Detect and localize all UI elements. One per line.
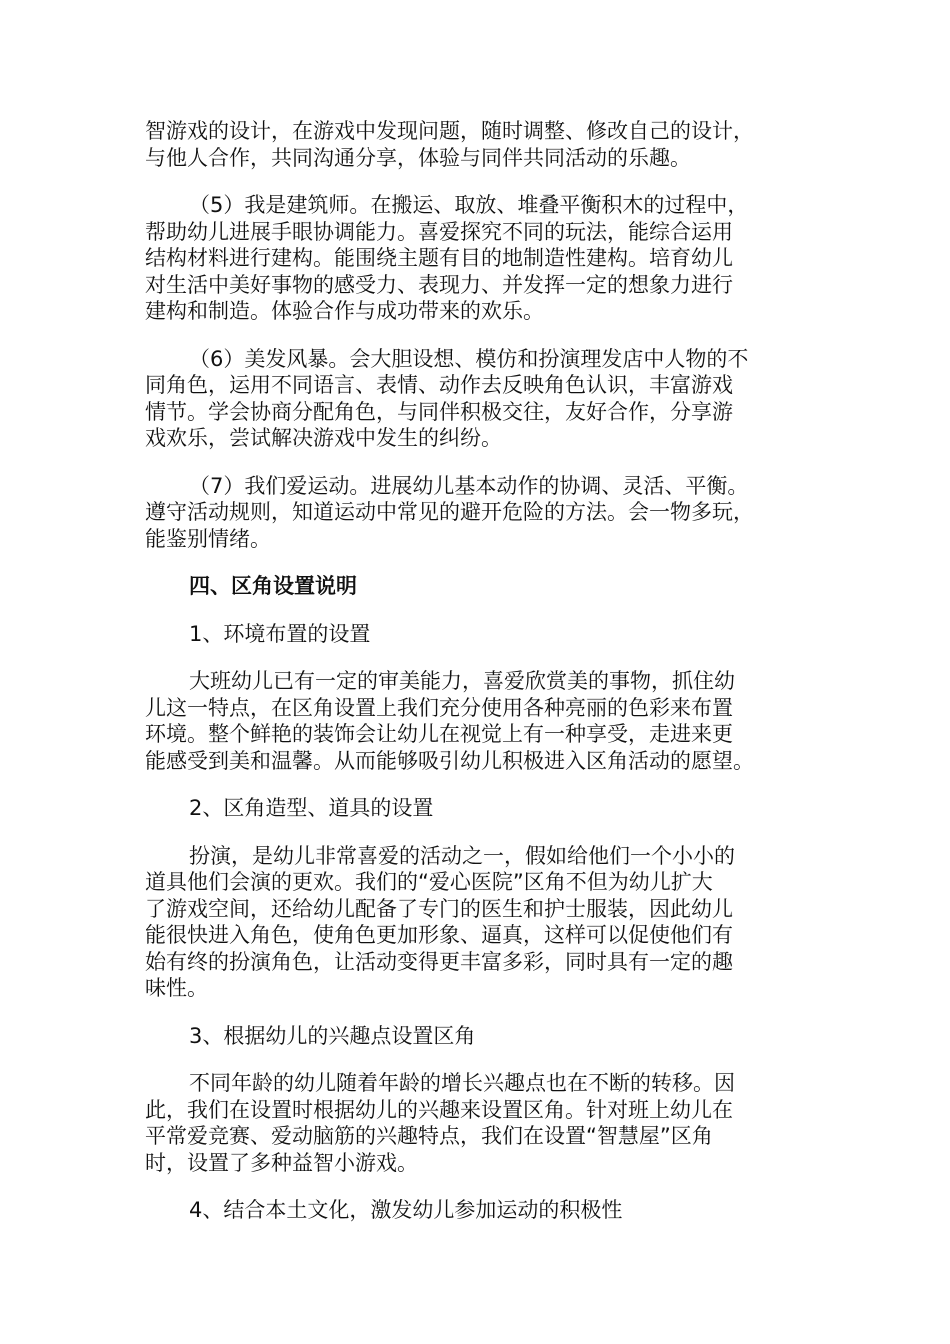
text-line: 扮演，是幼儿非常喜爱的活动之一，假如给他们一个小小的	[189, 843, 735, 868]
text-line: 能很快进入角色，使角色更加形象、逼真，这样可以促使他们有	[145, 923, 733, 947]
text-line: 4、结合本土文化，激发幼儿参加运动的积极性	[189, 1198, 623, 1222]
text-line: 时，设置了多种益智小游戏。	[145, 1150, 418, 1175]
text-line: 环境。整个鲜艳的装饰会让幼儿在视觉上有一种享受，走进来更	[145, 722, 733, 746]
text-line: （6）美发风暴。会大胆设想、模仿和扮演理发店中人物的不	[189, 346, 749, 371]
text-line: 始有终的扮演角色，让活动变得更丰富多彩，同时具有一定的趣	[145, 949, 733, 974]
paragraph	[145, 1070, 785, 1176]
text-line: 儿这一特点，在区角设置上我们充分使用各种亮丽的色彩来布置	[145, 695, 733, 720]
text-line: 同角色，运用不同语言、表情、动作去反映角色认识，丰富游戏	[145, 373, 733, 397]
text-line: 道具他们会演的更欢。我们的“爱心医院”区角不但为幼儿扩大	[145, 870, 713, 894]
text-line: 与他人合作，共同沟通分享，体验与同伴共同活动的乐趣。	[145, 145, 691, 170]
text-line: 情节。学会协商分配角色，与同伴积极交往，友好合作，分享游	[145, 399, 733, 424]
paragraph	[145, 118, 785, 171]
paragraph	[145, 668, 785, 774]
text-line: 3、根据幼儿的兴趣点设置区角	[189, 1023, 476, 1048]
section-heading	[145, 573, 785, 600]
text-line: 此，我们在设置时根据幼儿的兴趣来设置区角。针对班上幼儿在	[145, 1097, 733, 1122]
text-line: 帮助幼儿进展手眼协调能力。喜爱探究不同的玩法，能综合运用	[145, 219, 733, 244]
text-line: 2、区角造型、道具的设置	[189, 796, 434, 820]
text-line: 智游戏的设计，在游戏中发现问题，随时调整、修改自己的设计，	[145, 119, 754, 143]
text-line: 平常爱竞赛、爱动脑筋的兴趣特点，我们在设置“智慧屋”区角	[145, 1124, 713, 1148]
paragraph	[145, 473, 785, 553]
text-line: 戏欢乐，尝试解决游戏中发生的纠纷。	[145, 426, 502, 450]
document-page	[145, 118, 785, 1245]
text-line: 能鉴别情绪。	[145, 526, 271, 551]
paragraph	[145, 1023, 785, 1050]
text-line: 建构和制造。体验合作与成功带来的欢乐。	[145, 299, 544, 323]
paragraph	[145, 621, 785, 648]
paragraph	[145, 192, 785, 325]
paragraph	[145, 843, 785, 1002]
text-line: （7）我们爱运动。进展幼儿基本动作的协调、灵活、平衡。	[189, 473, 749, 498]
text-line: 味性。	[145, 976, 208, 1000]
text-line: 大班幼儿已有一定的审美能力，喜爱欣赏美的事物，抓住幼	[189, 669, 735, 693]
text-line: （5）我是建筑师。在搬运、取放、堆叠平衡积木的过程中，	[189, 193, 749, 217]
text-line: 能感受到美和温馨。从而能够吸引幼儿积极进入区角活动的愿望。	[145, 748, 754, 773]
text-line: 了游戏空间，还给幼儿配备了专门的医生和护士服装，因此幼儿	[145, 896, 733, 921]
text-line: 遵守活动规则，知道运动中常见的避开危险的方法。会一物多玩，	[145, 500, 754, 524]
text-line: 对生活中美好事物的感受力、表现力、并发挥一定的想象力进行	[145, 272, 733, 297]
paragraph	[145, 346, 785, 452]
text-line: 不同年龄的幼儿随着年龄的增长兴趣点也在不断的转移。因	[189, 1071, 735, 1095]
text-line: 结构材料进行建构。能围绕主题有目的地制造性建构。培育幼儿	[145, 246, 733, 270]
paragraph	[145, 1197, 785, 1224]
text-line: 四、区角设置说明	[189, 574, 357, 598]
text-line: 1、环境布置的设置	[189, 621, 371, 646]
paragraph	[145, 795, 785, 822]
